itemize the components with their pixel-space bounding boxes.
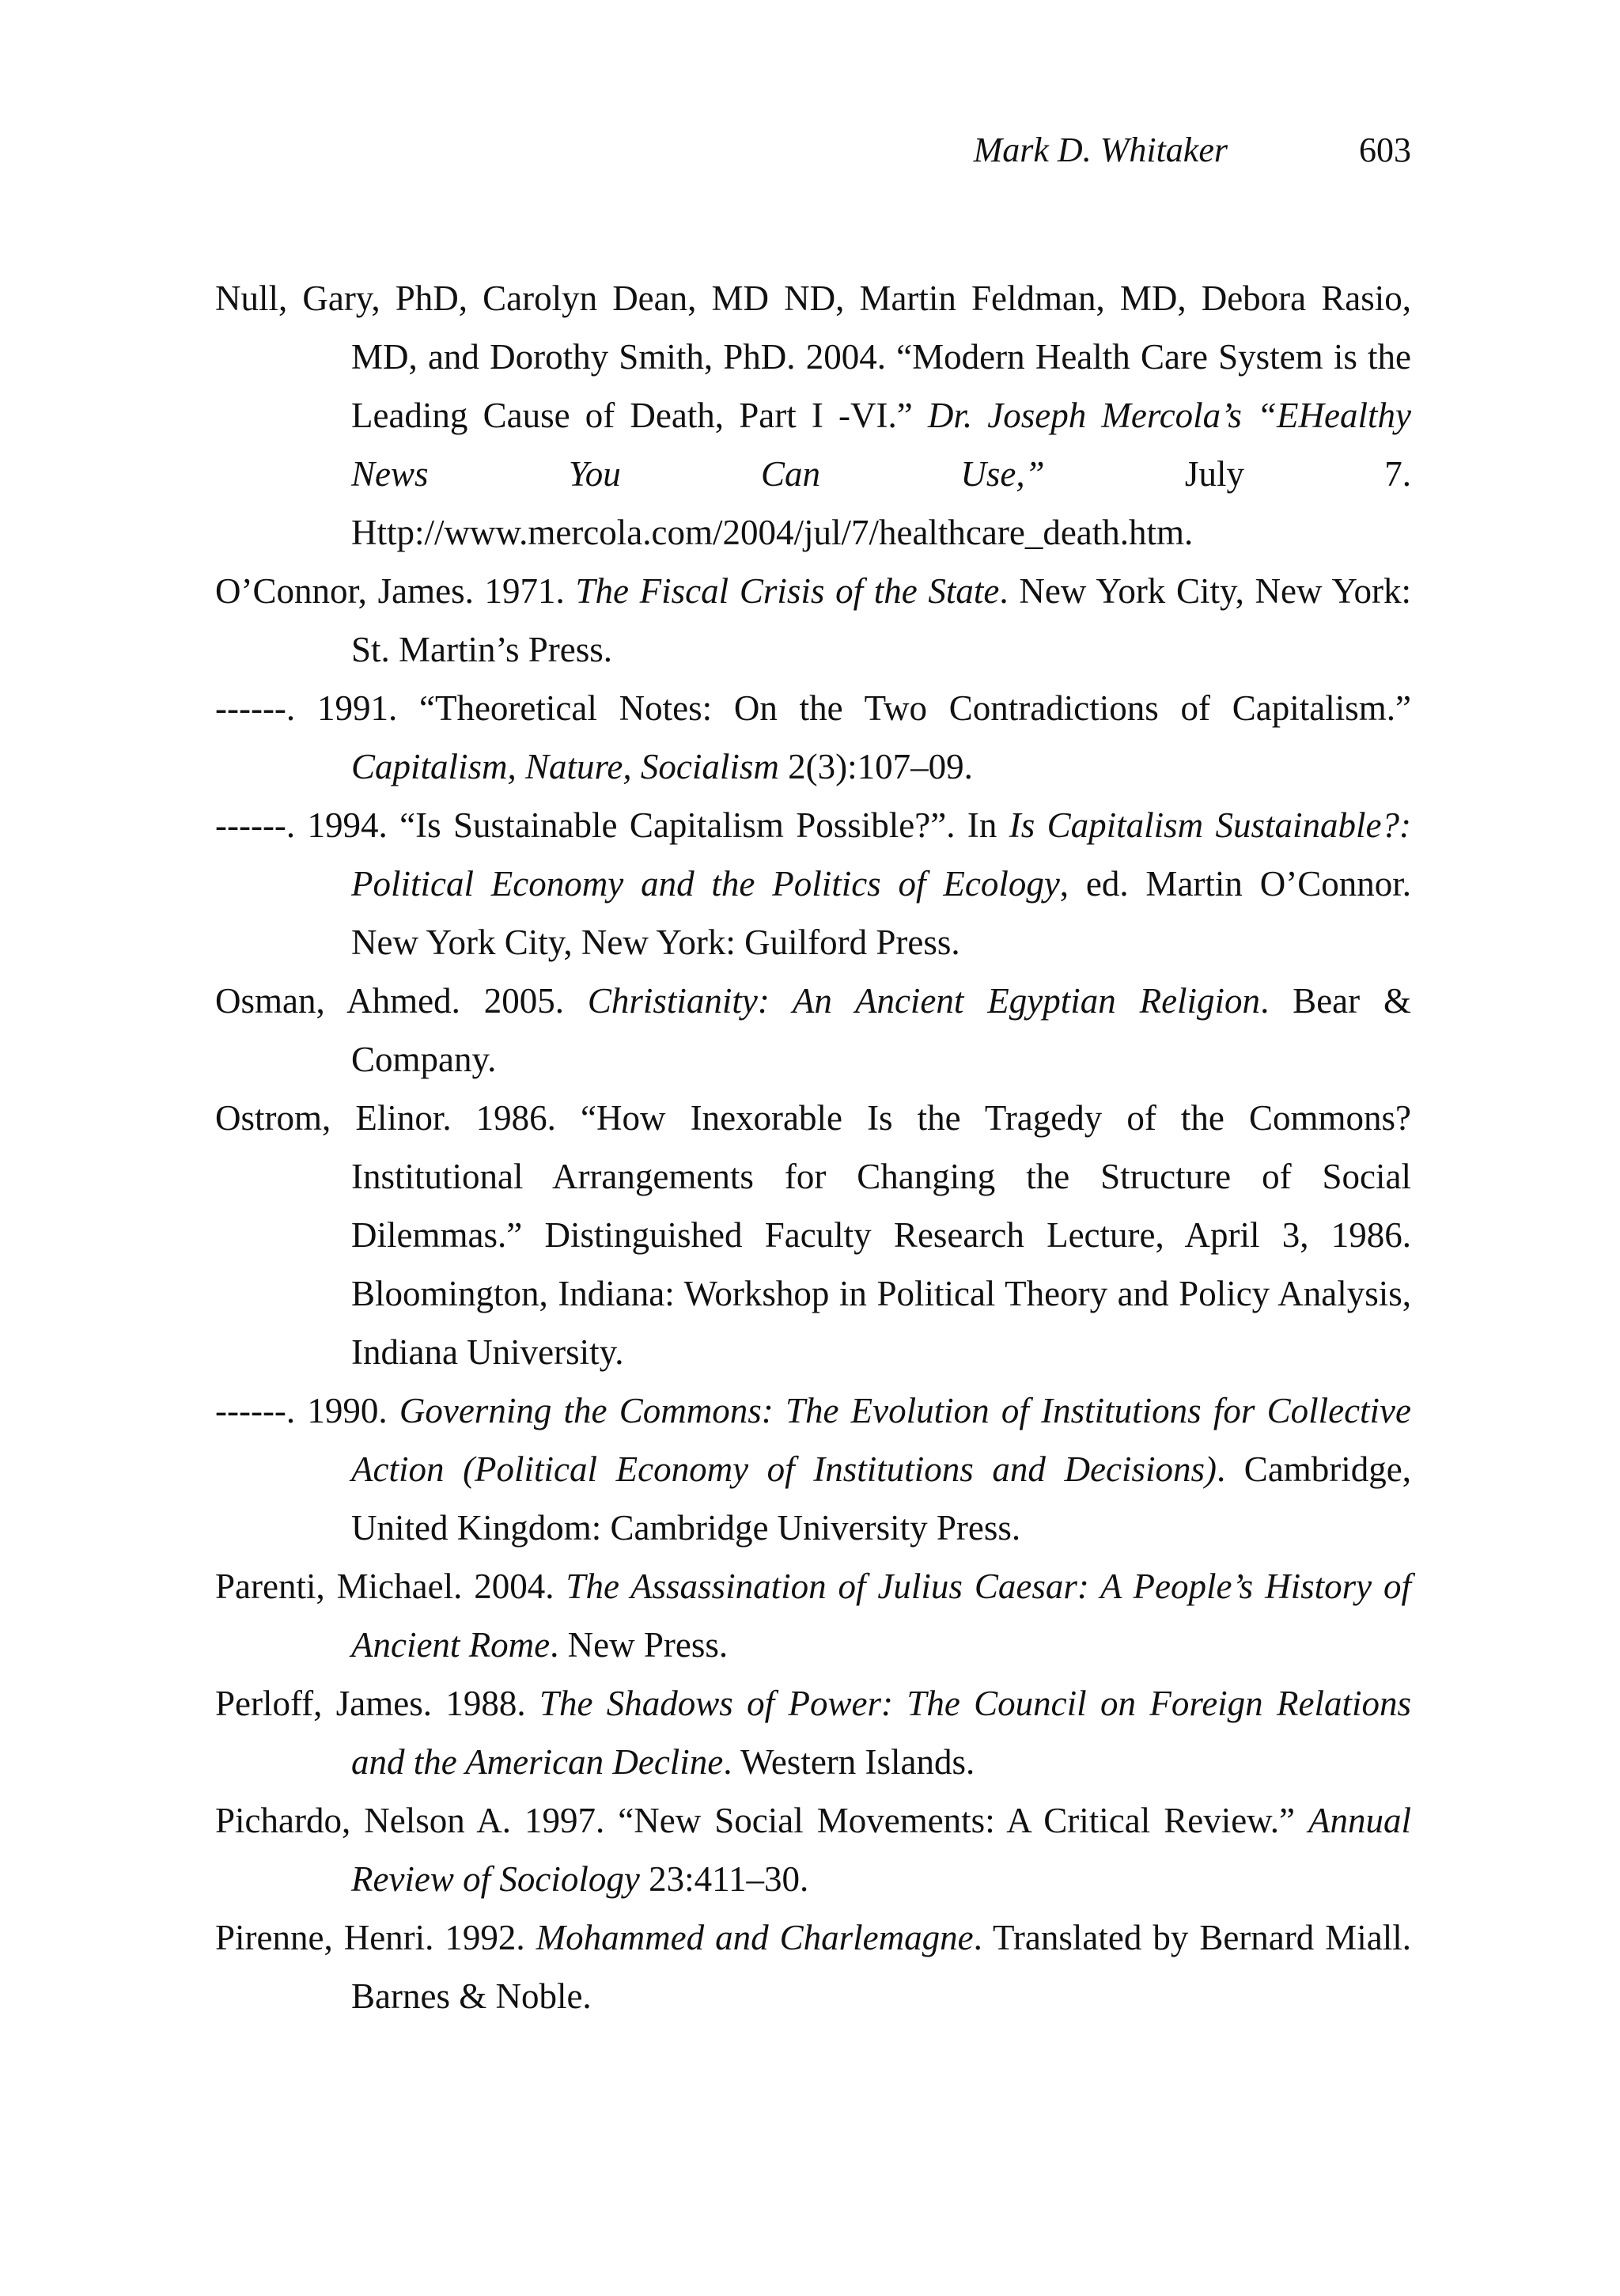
reference-title: Christianity: An Ancient Egyptian Religion: [587, 981, 1261, 1021]
reference-text: . Translated by Bernard Miall. Barnes & Noble.: [351, 1918, 1411, 2016]
reference-entry: [215, 1674, 1411, 1791]
reference-text: 2(3):107–09.: [778, 747, 973, 786]
reference-entry: [215, 679, 1411, 796]
reference-text: July 7. Http://www.mercola.com/2004/jul/7/healthcare_death.htm.: [351, 454, 1412, 552]
reference-text: . Cambridge, United Kingdom: Cambridge University Press.: [351, 1449, 1412, 1548]
reference-text: ------. 1990.: [215, 1391, 399, 1430]
reference-text: Osman, Ahmed. 2005.: [215, 981, 588, 1021]
reference-title: Is Capitalism Sustainable?: Political Economy and the Politics of Ecology: [351, 805, 1411, 904]
reference-list: [215, 269, 1411, 2025]
reference-text: . Bear & Company.: [351, 981, 1411, 1079]
reference-text: ------. 1991. “Theoretical Notes: On the Two Contradictions of Capitalism.”: [215, 688, 1411, 728]
reference-entry: [215, 796, 1411, 972]
reference-title: Dr. Joseph Mercola’s “EHealthy News You Can Use,”: [351, 396, 1411, 494]
reference-text: , ed. Martin O’Connor. New York City, New York: Guilford Press.: [351, 864, 1411, 962]
reference-text: 23:411–30.: [639, 1859, 809, 1899]
running-head-author: Mark D. Whitaker: [973, 131, 1228, 169]
reference-text: Parenti, Michael. 2004.: [215, 1567, 566, 1606]
reference-title: Mohammed and Charlemagne: [536, 1918, 974, 1957]
reference-entry: [215, 972, 1411, 1089]
reference-text: Perloff, James. 1988.: [215, 1684, 539, 1723]
reference-entry: [215, 1089, 1411, 1381]
reference-text: . New Press.: [550, 1625, 729, 1665]
reference-text: Pirenne, Henri. 1992.: [215, 1918, 536, 1957]
reference-entry: [215, 1791, 1411, 1908]
reference-title: The Shadows of Power: The Council on Foreign Relations and the American Decline: [351, 1684, 1411, 1782]
reference-text: . New York City, New York: St. Martin’s Press.: [351, 571, 1411, 669]
reference-entry: [215, 1381, 1411, 1557]
reference-text: Ostrom, Elinor. 1986. “How Inexorable Is the Tragedy of the Commons? Institutional Arrangements for Changing the Structure of Social Dilemmas.” Distinguished Faculty Research Lecture, April 3, 1986. Bloomington, Indiana: Workshop in Political Theory and Policy Analysis, Indiana University.: [215, 1098, 1411, 1372]
reference-entry: [215, 269, 1411, 562]
reference-title: Governing the Commons: The Evolution of Institutions for Collective Action (Political Economy of Institutions and Decisions): [351, 1391, 1411, 1489]
reference-title: The Fiscal Crisis of the State: [575, 571, 1000, 611]
reference-entry: [215, 1908, 1411, 2025]
reference-title: Capitalism, Nature, Socialism: [351, 747, 779, 786]
reference-entry: [215, 562, 1411, 679]
reference-title: Annual Review of Sociology: [351, 1801, 1411, 1899]
reference-text: . Western Islands.: [723, 1742, 975, 1782]
reference-entry: [215, 1557, 1411, 1674]
page-number: 603: [1359, 131, 1411, 169]
reference-title: The Assassination of Julius Caesar: A People’s History of Ancient Rome: [351, 1567, 1412, 1665]
reference-text: O’Connor, James. 1971.: [215, 571, 576, 611]
reference-text: ------. 1994. “Is Sustainable Capitalism Possible?”. In: [215, 805, 1009, 845]
reference-text: Null, Gary, PhD, Carolyn Dean, MD ND, Martin Feldman, MD, Debora Rasio, MD, and Dorothy Smith, PhD. 2004. “Modern Health Care System is the Leading Cause of Death, Part I -VI.”: [215, 278, 1411, 435]
reference-text: Pichardo, Nelson A. 1997. “New Social Movements: A Critical Review.”: [215, 1801, 1308, 1840]
